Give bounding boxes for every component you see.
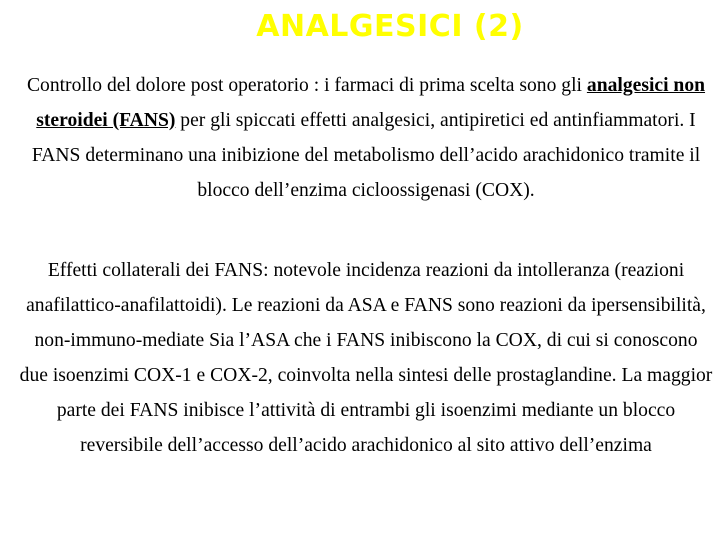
paragraph-side-effects: Effetti collaterali dei FANS: notevole incidenza reazioni da intolleranza (reazioni anafilattico-anafilattoidi). Le reazioni da ASA e FANS sono reazioni da ipersensibilità, non-immuno-mediate Sia l’ASA che i FANS inibiscono la COX, di cui si conoscono due isoenzimi COX-1 e COX-2, coinvolta nella sintesi delle prostaglandine. La maggior parte dei FANS inibisce l’attività di entrambi gli isoenzimi mediante un blocco reversibile dell’accesso dell’acido arachidonico al sito attivo dell’enzima (19, 260, 713, 456)
paragraph-lead-text: Controllo del dolore post operatorio : i farmaci di prima scelta sono gli (26, 75, 587, 96)
paragraph-postoperative-pain (18, 68, 714, 208)
slide-title: ANALGESICI (2) (256, 9, 524, 44)
paragraph-rest-text: per gli spiccati effetti analgesici, antipiretici ed antinfiammatori. I FANS determinano una inibizione del metabolismo dell’acido arachidonico tramite il blocco dell’enzima cicloossigenasi (COX). (31, 110, 701, 201)
fans-emphasis: analgesici non steroidei (FANS) (36, 75, 706, 131)
